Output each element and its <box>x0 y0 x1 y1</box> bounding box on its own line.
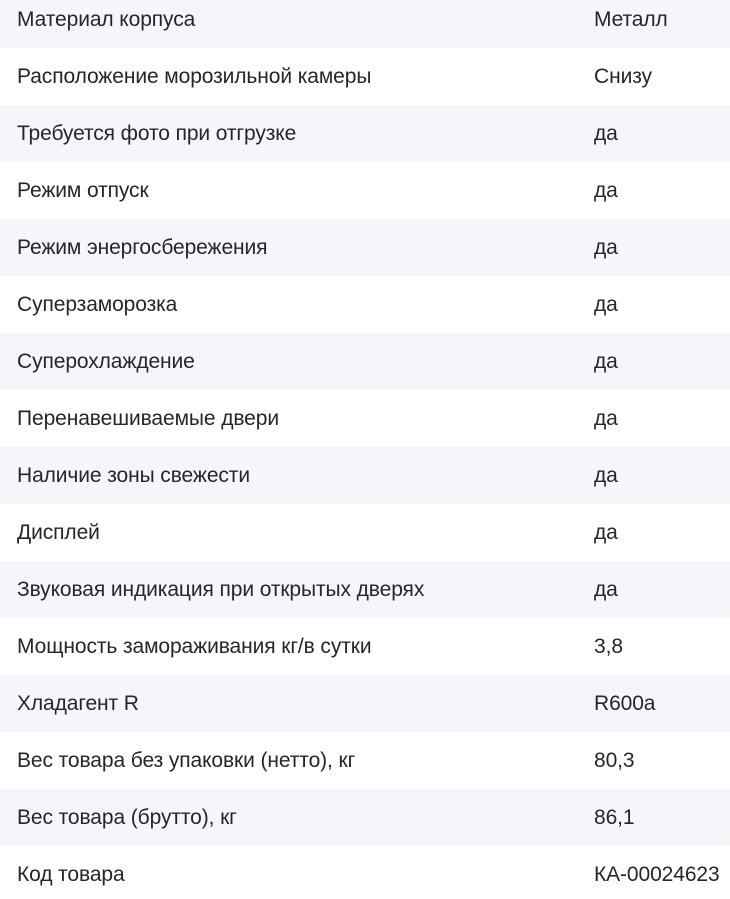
spec-value: КА-00024623 <box>594 862 720 886</box>
spec-label: Материал корпуса <box>17 7 196 31</box>
spec-label: Код товара <box>17 862 125 886</box>
spec-row <box>0 276 730 333</box>
spec-label: Звуковая индикация при открытых дверях <box>17 577 425 601</box>
spec-row <box>0 504 730 561</box>
spec-label: Суперзаморозка <box>17 292 178 316</box>
spec-value: да <box>594 235 618 259</box>
spec-value: да <box>594 349 618 373</box>
spec-label: Режим отпуск <box>17 178 149 202</box>
spec-label: Наличие зоны свежести <box>17 463 250 487</box>
spec-value: Снизу <box>594 64 652 88</box>
spec-row <box>0 618 730 675</box>
spec-row <box>0 333 730 390</box>
spec-value: да <box>594 178 618 202</box>
spec-row <box>0 561 730 618</box>
spec-label: Вес товара без упаковки (нетто), кг <box>17 748 356 772</box>
spec-label: Требуется фото при отгрузке <box>17 121 297 145</box>
spec-label: Хладагент R <box>17 691 139 715</box>
spec-label: Вес товара (брутто), кг <box>17 805 237 829</box>
spec-row <box>0 390 730 447</box>
spec-value: 3,8 <box>594 634 623 658</box>
spec-row <box>0 732 730 789</box>
spec-row <box>0 675 730 732</box>
spec-label: Дисплей <box>17 520 100 544</box>
spec-row <box>0 48 730 105</box>
spec-row <box>0 219 730 276</box>
spec-row <box>0 447 730 504</box>
spec-value: да <box>594 577 618 601</box>
spec-row <box>0 162 730 219</box>
spec-value: Металл <box>594 7 668 31</box>
spec-label: Режим энергосбережения <box>17 235 268 259</box>
spec-value: да <box>594 463 618 487</box>
spec-value: да <box>594 121 618 145</box>
spec-label: Мощность замораживания кг/в сутки <box>17 634 372 658</box>
spec-row <box>0 846 730 899</box>
spec-label: Суперохлаждение <box>17 349 195 373</box>
spec-value: да <box>594 292 618 316</box>
spec-value: да <box>594 406 618 430</box>
spec-label: Перенавешиваемые двери <box>17 406 279 430</box>
spec-row <box>0 105 730 162</box>
spec-value: 86,1 <box>594 805 635 829</box>
spec-value: 80,3 <box>594 748 635 772</box>
spec-row <box>0 0 730 48</box>
spec-value: R600a <box>594 691 656 715</box>
spec-row <box>0 789 730 846</box>
spec-value: да <box>594 520 618 544</box>
spec-label: Расположение морозильной камеры <box>17 64 372 88</box>
